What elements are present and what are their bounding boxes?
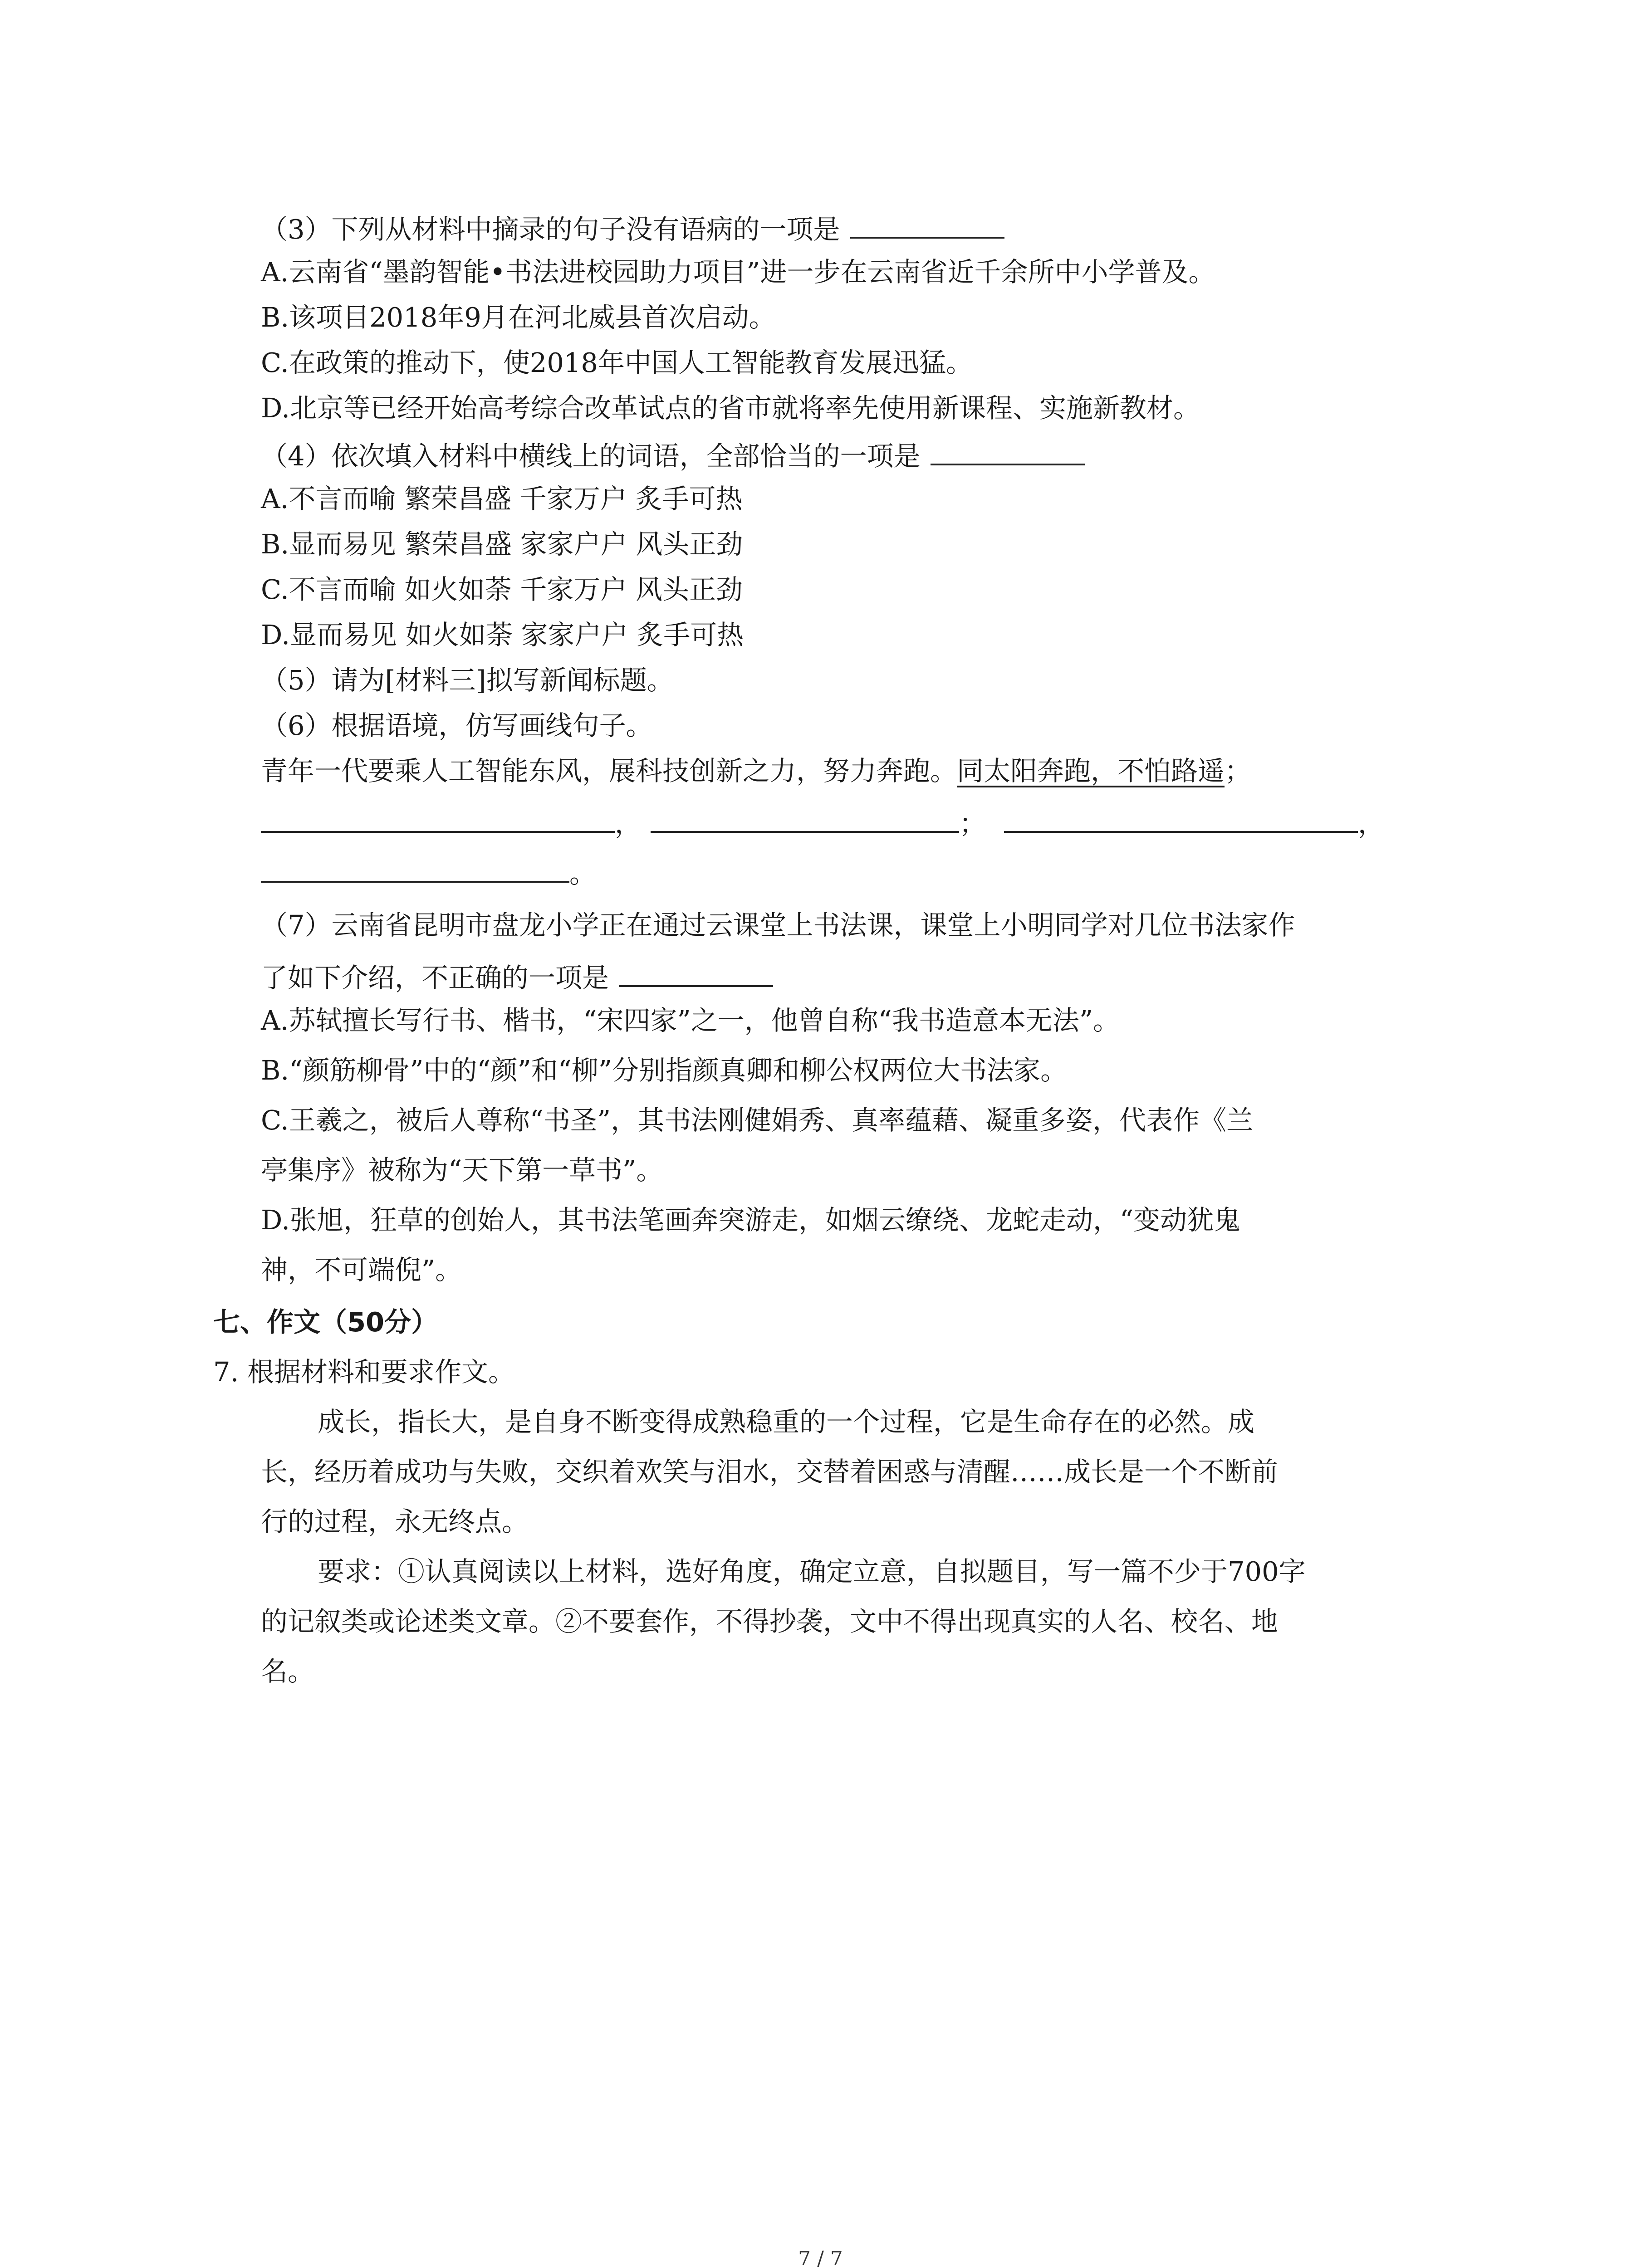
essay-requirements-line-1: 要求：①认真阅读以上材料，选好角度，确定立意，自拟题目，写一篇不少于700字 (318, 1556, 1306, 1587)
q6-semicolon: ； (1225, 755, 1252, 787)
q6-blank-1[interactable] (261, 803, 615, 833)
essay-material-line-3: 行的过程，永无终点。 (261, 1506, 529, 1537)
q5-stem: （5）请为[材料三]拟写新闻标题。 (261, 665, 674, 696)
q7-stem-line-1: （7）云南省昆明市盘龙小学正在通过云课堂上书法课，课堂上小明同学对几位书法家作 (261, 909, 1295, 941)
q7-option-d-line-2: 神，不可端倪”。 (261, 1254, 462, 1286)
q4-stem (261, 435, 1085, 474)
essay-question-number: 7. 根据材料和要求作文。 (213, 1356, 515, 1388)
essay-requirements-line-3: 名。 (261, 1656, 315, 1687)
q6-stem: （6）根据语境，仿写画线句子。 (261, 710, 653, 741)
q4-option-a: A.不言而喻 繁荣昌盛 千家万户 炙手可热 (261, 483, 743, 514)
q6-blank-3[interactable] (1004, 803, 1358, 833)
q7-option-d-line-1: D.张旭，狂草的创始人，其书法笔画奔突游走，如烟云缭绕、龙蛇走动，“变动犹鬼 (261, 1204, 1241, 1236)
essay-material-line-2: 长，经历着成功与失败，交织着欢笑与泪水，交替着困惑与清醒……成长是一个不断前 (261, 1456, 1279, 1487)
q6-underlined-sentence: 同太阳奔跑，不怕路遥 (957, 755, 1225, 787)
page-number: 7 / 7 (798, 2247, 843, 2268)
q3-stem-text: （3）下列从材料中摘录的句子没有语病的一项是 (261, 214, 840, 245)
q7-stem-line-2 (261, 957, 773, 996)
q7-option-a: A.苏轼擅长写行书、楷书，“宋四家”之一，他曾自称“我书造意本无法”。 (261, 1005, 1120, 1036)
q7-answer-blank[interactable] (619, 957, 773, 987)
q4-option-c: C.不言而喻 如火如荼 千家万户 风头正劲 (261, 574, 743, 605)
q6-semicolon-2: ； (959, 808, 986, 839)
essay-material-line-1: 成长，指长大，是自身不断变得成熟稳重的一个过程，它是生命存在的必然。成 (318, 1406, 1255, 1437)
q6-fill-line-1 (261, 803, 1385, 842)
essay-requirements-line-2: 的记叙类或论述类文章。②不要套作，不得抄袭，文中不得出现真实的人名、校名、地 (261, 1606, 1279, 1637)
q3-option-a: A.云南省“墨韵智能•书法进校园助力项目”进一步在云南省近千余所中小学普及。 (261, 256, 1215, 288)
q3-option-b: B.该项目2018年9月在河北威县首次启动。 (261, 302, 776, 333)
section-heading: 七、作文（50分） (213, 1306, 438, 1338)
q6-period: 。 (569, 858, 597, 889)
q6-context (261, 753, 1251, 789)
q3-stem (261, 209, 1004, 248)
q4-stem-text: （4）依次填入材料中横线上的词语，全部恰当的一项是 (261, 440, 921, 472)
q4-option-b: B.显而易见 繁荣昌盛 家家户户 风头正劲 (261, 528, 743, 560)
q6-comma-2: ， (1358, 808, 1385, 839)
q7-option-b: B.“颜筋柳骨”中的“颜”和“柳”分别指颜真卿和柳公权两位大书法家。 (261, 1055, 1068, 1086)
q3-option-d: D.北京等已经开始高考综合改革试点的省市就将率先使用新课程、实施新教材。 (261, 392, 1200, 424)
q7-option-c-line-2: 亭集序》被称为“天下第一草书”。 (261, 1154, 663, 1186)
q6-context-text: 青年一代要乘人工智能东风，展科技创新之力，努力奔跑。 (261, 755, 957, 787)
q7-stem-line-2-text: 了如下介绍，不正确的一项是 (261, 962, 609, 993)
q3-option-c: C.在政策的推动下，使2018年中国人工智能教育发展迅猛。 (261, 347, 973, 378)
q7-option-c-line-1: C.王羲之，被后人尊称“书圣”，其书法刚健娟秀、真率蕴藉、凝重多姿，代表作《兰 (261, 1105, 1254, 1136)
q4-option-d: D.显而易见 如火如荼 家家户户 炙手可热 (261, 619, 744, 650)
q6-fill-line-2 (261, 853, 596, 892)
q4-answer-blank[interactable] (931, 435, 1085, 465)
q6-blank-2[interactable] (651, 803, 959, 833)
q6-comma-1: ， (615, 808, 642, 839)
q6-blank-4[interactable] (261, 853, 569, 883)
q3-answer-blank[interactable] (850, 209, 1004, 239)
